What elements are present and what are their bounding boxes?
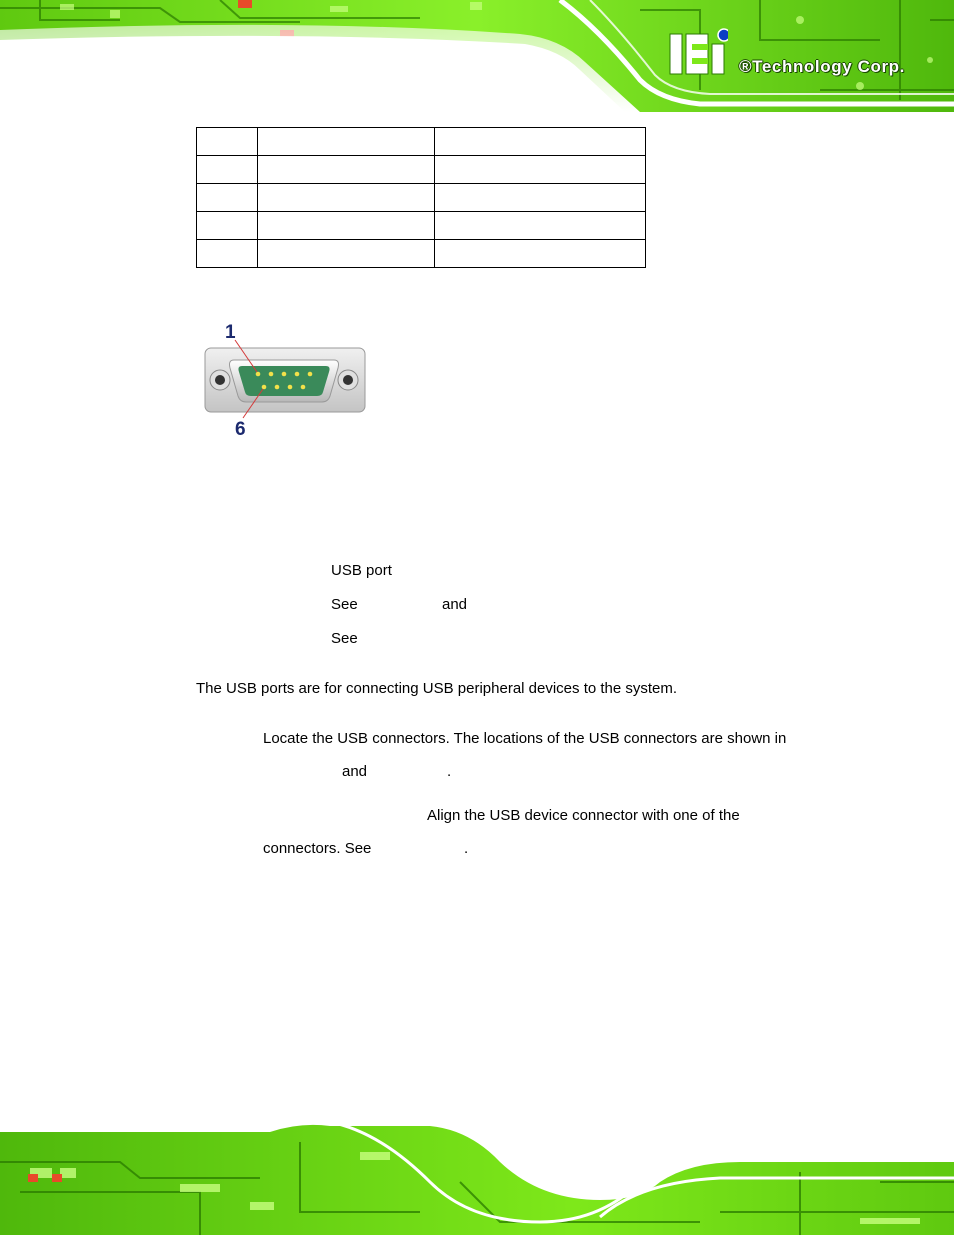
table-cell: [258, 156, 435, 184]
pinout-table: [196, 127, 646, 268]
table-cell: [258, 240, 435, 268]
usb-type-value: USB port: [331, 562, 392, 579]
table-row: [197, 128, 646, 156]
step2-line1: Align the USB device connector with one of the: [427, 807, 740, 824]
usb-pinout-prefix: See: [331, 630, 358, 647]
table-row: [197, 212, 646, 240]
table-row: [197, 184, 646, 212]
table-cell: [258, 128, 435, 156]
table-row: [197, 156, 646, 184]
step2-line2-period: .: [464, 840, 469, 857]
pin-label-1: 1: [225, 322, 236, 343]
table-cell: [197, 156, 258, 184]
table-cell: [435, 212, 646, 240]
table-cell: [435, 240, 646, 268]
step2-line2-prefix: connectors. See: [263, 840, 372, 857]
table-cell: [258, 212, 435, 240]
step1-line2-and: and: [342, 763, 368, 780]
table-cell: [435, 184, 646, 212]
table-cell: [197, 240, 258, 268]
table-cell: [258, 184, 435, 212]
table-cell: [197, 184, 258, 212]
db9-connector-figure: [204, 318, 368, 444]
usb-description: The USB ports are for connecting USB peripheral devices to the system.: [196, 680, 678, 697]
table-row: [197, 240, 646, 268]
brand-name: ®Technology Corp.: [739, 57, 905, 76]
step1-line1: Locate the USB connectors. The locations of the USB connectors are shown in: [263, 730, 787, 747]
usb-location-prefix: See: [331, 596, 358, 613]
pin-label-6: 6: [235, 419, 246, 440]
table-cell: [197, 128, 258, 156]
footer-banner: [0, 1122, 954, 1235]
iei-logo-icon: [668, 28, 728, 78]
step1-line2-period: .: [447, 763, 452, 780]
table-cell: [435, 128, 646, 156]
header-banner: [0, 0, 954, 112]
usb-location-and: and: [442, 596, 468, 613]
table-cell: [197, 212, 258, 240]
table-cell: [435, 156, 646, 184]
